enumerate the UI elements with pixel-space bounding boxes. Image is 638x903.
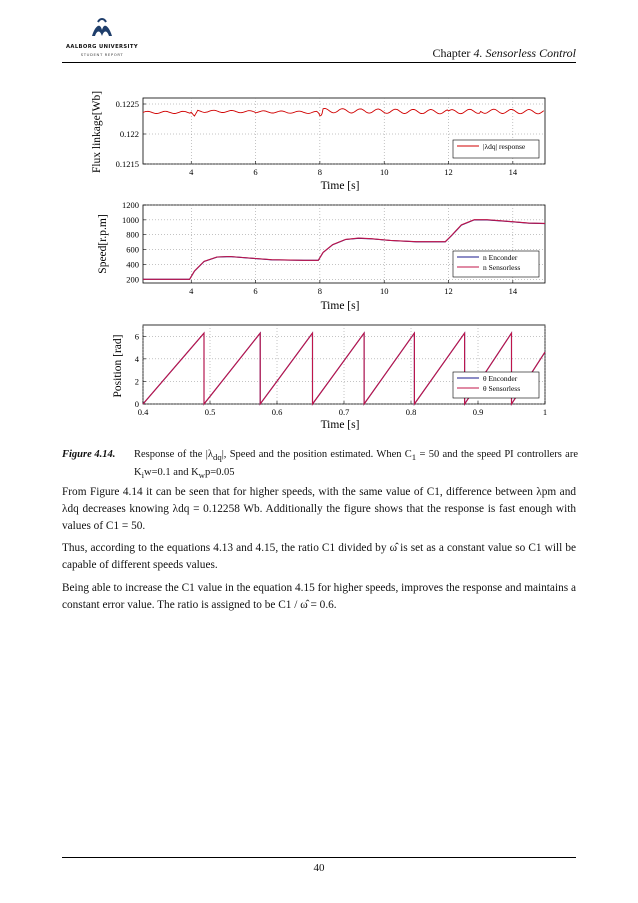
y-tick-label: 0.1225 [115,99,139,109]
y-axis-label: Position [rad] [112,334,124,398]
y-tick-label: 0.122 [119,129,139,139]
y-tick-label: 0.1215 [115,159,139,169]
y-tick-label: 800 [126,229,139,240]
x-tick-label: 0.4 [137,407,149,417]
chart-panel-1 [91,91,545,192]
x-tick-label: 14 [508,167,518,177]
legend [453,251,539,277]
page-number: 40 [313,862,325,874]
legend [453,372,539,398]
caption-text: Response of the $|\lambda_{dq}|$, Speed and the position estimated. When $C_1 = 50$ and the speed PI controllers are $K_iw=0.1$ and $K_wp=0.05$ [134,449,578,481]
x-tick-label: 0.6 [271,407,283,417]
y-tick-label: 0 [134,399,139,409]
x-tick-label: 0.5 [204,407,216,417]
legend-entry: n Sensorless [483,263,521,272]
x-tick-label: 6 [253,167,258,177]
x-tick-label: 8 [317,286,323,296]
x-tick-label: 6 [253,286,258,296]
legend-entry: θ Sensorless [483,384,521,393]
chapter-prefix: Chapter [432,46,471,60]
x-axis-label: Time [s] [320,180,360,192]
x-tick-label: 8 [317,167,323,177]
chapter-number: 4. [473,46,483,60]
x-tick-label: 12 [444,167,453,177]
y-tick-label: 200 [126,274,139,285]
legend-entry: |λdq| response [483,142,526,151]
university-name: AALBORG UNIVERSITY [66,44,138,50]
y-axis-label: Speed[r.p.m] [97,214,109,274]
paragraph-1: From Figure 4.14 it can be seen that for higher speeds, with the same value of C1, difference between λpm and λdq decreases knowing λdq = 0.12258 Wb. Additionally the figure shows that the response is fast enough with values of C1 = 50. [62,486,576,532]
x-tick-label: 0.9 [472,407,484,417]
footer-rule [62,857,576,858]
legend-entry: θ Enconder [483,374,518,383]
x-tick-label: 4 [189,286,194,296]
legend-entry: n Enconder [483,253,518,262]
x-tick-label: 12 [444,286,453,296]
x-tick-label: 10 [379,167,389,177]
student-report-label: STUDENT REPORT [80,52,124,57]
y-tick-label: 2 [134,376,139,387]
x-axis-label: Time [s] [320,300,360,312]
legend [453,140,539,158]
y-axis-label: Flux linkage[Wb] [91,90,103,174]
y-tick-label: 600 [126,244,139,255]
paragraph-3: Being able to increase the C1 value in the equation 4.15 for higher speeds, improves the response and maintains a constant error value. The ratio is assigned to be C1 / ω̂ = 0.6. [62,582,576,611]
chart-panel-3 [112,325,547,431]
figure-4-14 [0,0,638,440]
chart-panel-2 [97,200,545,312]
chapter-title: Sensorless Control [485,46,576,60]
figure-caption [62,447,578,483]
x-axis-label: Time [s] [320,419,360,431]
y-tick-label: 4 [134,353,139,364]
x-tick-label: 10 [379,286,389,296]
x-tick-label: 0.7 [338,407,350,417]
paragraph-2: Thus, according to the equations 4.13 and 4.15, the ratio C1 divided by ω̂ is set as a constant value so C1 will be capable of different speeds values. [62,542,576,571]
x-tick-label: 0.8 [405,407,417,417]
caption-label: Figure 4.14. [62,449,116,460]
y-tick-label: 400 [126,259,139,270]
y-tick-label: 1000 [122,214,139,225]
y-tick-label: 6 [134,331,139,342]
x-tick-label: 14 [508,286,518,296]
x-tick-label: 1 [542,407,548,417]
y-tick-label: 1200 [122,200,139,210]
x-tick-label: 4 [189,167,194,177]
